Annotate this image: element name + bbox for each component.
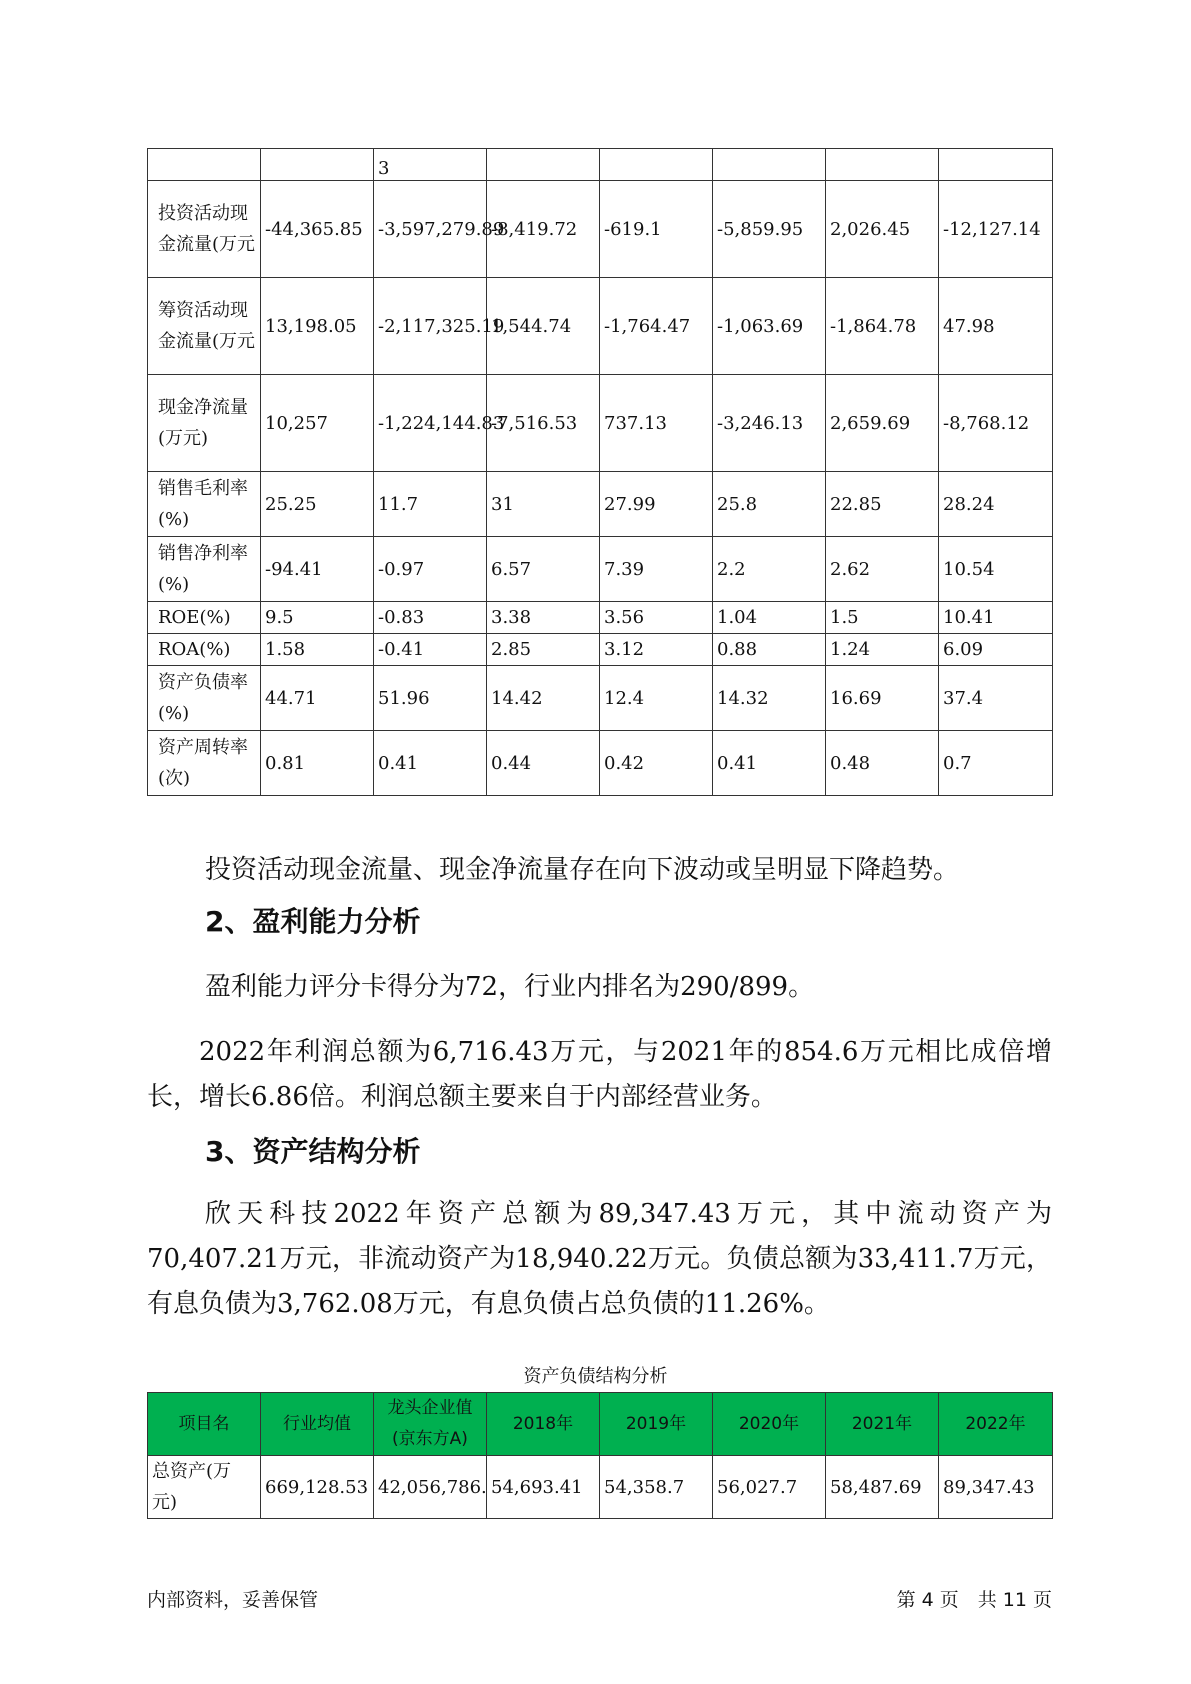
row-label: 销售净利率(%): [148, 537, 261, 602]
column-header: 2022年: [939, 1393, 1053, 1456]
table-cell: 31: [487, 472, 600, 537]
paragraph-total-profit: 2022年利润总额为6,716.43万元，与2021年的854.6万元相比成倍增长，增长6.86倍。利润总额主要来自于内部经营业务。: [147, 1037, 1052, 1112]
table-cell: 10.54: [939, 537, 1053, 602]
table-cell: -0.83: [374, 602, 487, 634]
table-cell: -0.41: [374, 634, 487, 666]
table-cell: 51.96: [374, 666, 487, 731]
footer-page-number: 第 4 页 共 11 页: [896, 1589, 1052, 1611]
table-cell: 0.48: [826, 731, 939, 796]
financial-ratios-table: [147, 148, 1053, 796]
column-header: 2020年: [713, 1393, 826, 1456]
table-cell: 42,056,786.: [374, 1456, 487, 1519]
column-header: 2018年: [487, 1393, 600, 1456]
table-cell: 11.7: [374, 472, 487, 537]
table-row: [148, 634, 1053, 666]
table-cell: 25.8: [713, 472, 826, 537]
column-header: 2019年: [600, 1393, 713, 1456]
table-cell: 669,128.53: [261, 1456, 374, 1519]
table-cell: 0.7: [939, 731, 1053, 796]
table-cell: 14.42: [487, 666, 600, 731]
table-cell: 3: [374, 149, 487, 181]
table-cell: 2,659.69: [826, 375, 939, 472]
table-cell: 16.69: [826, 666, 939, 731]
table-row: [148, 1456, 1053, 1519]
table-cell: 1.58: [261, 634, 374, 666]
table-cell: -0.97: [374, 537, 487, 602]
table-cell: 0.44: [487, 731, 600, 796]
table-cell: 27.99: [600, 472, 713, 537]
table-row: [148, 278, 1053, 375]
table-row: [148, 375, 1053, 472]
row-label: 销售毛利率(%): [148, 472, 261, 537]
table-cell: 0.42: [600, 731, 713, 796]
table-cell: 28.24: [939, 472, 1053, 537]
table-cell: 737.13: [600, 375, 713, 472]
section-heading-profitability: 2、盈利能力分析: [205, 905, 421, 938]
paragraph-profitability-score: 盈利能力评分卡得分为72，行业内排名为290/899。: [205, 972, 815, 1002]
table-cell: -1,764.47: [600, 278, 713, 375]
paragraph-cashflow-trend: 投资活动现金流量、现金净流量存在向下波动或呈明显下降趋势。: [205, 855, 960, 885]
table-cell: -1,224,144.83: [374, 375, 487, 472]
table-cell: -3,597,279.89: [374, 181, 487, 278]
footer-confidential: 内部资料，妥善保管: [147, 1589, 319, 1611]
table-cell: 2.62: [826, 537, 939, 602]
row-label: [148, 149, 261, 181]
table-row: [148, 472, 1053, 537]
table-cell: 2.85: [487, 634, 600, 666]
table-cell: 10.41: [939, 602, 1053, 634]
table-cell: -3,246.13: [713, 375, 826, 472]
table-cell: 7.39: [600, 537, 713, 602]
table-cell: 47.98: [939, 278, 1053, 375]
table-cell: -7,516.53: [487, 375, 600, 472]
table-cell: 9.5: [261, 602, 374, 634]
table-cell: -1,864.78: [826, 278, 939, 375]
table-row: [148, 666, 1053, 731]
table-cell: [487, 149, 600, 181]
table-cell: 44.71: [261, 666, 374, 731]
row-label: ROA(%): [148, 634, 261, 666]
table-cell: [939, 149, 1053, 181]
table-row: [148, 149, 1053, 181]
table-cell: 0.88: [713, 634, 826, 666]
table-cell: 13,198.05: [261, 278, 374, 375]
table-cell: 1,544.74: [487, 278, 600, 375]
table-cell: 1.04: [713, 602, 826, 634]
table-cell: -8,419.72: [487, 181, 600, 278]
row-label: 资产负债率(%): [148, 666, 261, 731]
table-cell: -44,365.85: [261, 181, 374, 278]
column-header: 项目名: [148, 1393, 261, 1456]
table-cell: [261, 149, 374, 181]
table-cell: 22.85: [826, 472, 939, 537]
column-header: 2021年: [826, 1393, 939, 1456]
table-cell: 2.2: [713, 537, 826, 602]
table-cell: [713, 149, 826, 181]
asset-liability-structure-table: [147, 1392, 1053, 1519]
table-cell: 3.56: [600, 602, 713, 634]
table-cell: 2,026.45: [826, 181, 939, 278]
table-cell: 6.09: [939, 634, 1053, 666]
column-header: 行业均值: [261, 1393, 374, 1456]
row-label: 筹资活动现金流量(万元: [148, 278, 261, 375]
table-cell: -8,768.12: [939, 375, 1053, 472]
table-cell: 0.41: [713, 731, 826, 796]
table-cell: 1.24: [826, 634, 939, 666]
row-label: 总资产(万元): [148, 1456, 261, 1519]
table-caption: 资产负债结构分析: [523, 1366, 668, 1387]
table-cell: 3.38: [487, 602, 600, 634]
table-cell: -2,117,325.19: [374, 278, 487, 375]
table-cell: [600, 149, 713, 181]
table-cell: 10,257: [261, 375, 374, 472]
table-cell: 54,693.41: [487, 1456, 600, 1519]
table-row: [148, 181, 1053, 278]
table-cell: 1.5: [826, 602, 939, 634]
table-cell: -94.41: [261, 537, 374, 602]
table-row: [148, 731, 1053, 796]
table-cell: -1,063.69: [713, 278, 826, 375]
table-cell: 56,027.7: [713, 1456, 826, 1519]
table-cell: 12.4: [600, 666, 713, 731]
table-cell: -12,127.14: [939, 181, 1053, 278]
table-row: [148, 602, 1053, 634]
table-cell: -619.1: [600, 181, 713, 278]
row-label: 现金净流量(万元): [148, 375, 261, 472]
table-cell: 25.25: [261, 472, 374, 537]
row-label: 资产周转率(次): [148, 731, 261, 796]
table-cell: [826, 149, 939, 181]
column-header: 龙头企业值(京东方A): [374, 1393, 487, 1456]
row-label: 投资活动现金流量(万元: [148, 181, 261, 278]
table-cell: 0.41: [374, 731, 487, 796]
table-cell: 54,358.7: [600, 1456, 713, 1519]
table-cell: -5,859.95: [713, 181, 826, 278]
table-row: [148, 537, 1053, 602]
table-cell: 14.32: [713, 666, 826, 731]
table-cell: 58,487.69: [826, 1456, 939, 1519]
paragraph-asset-structure: 欣天科技2022年资产总额为89,347.43万元，其中流动资产为70,407.21万元，非流动资产为18,940.22万元。负债总额为33,411.7万元，有息负债为3,762.08万元，有息负债占总负债的11.26%。: [147, 1199, 1052, 1319]
table-cell: 37.4: [939, 666, 1053, 731]
table-cell: 6.57: [487, 537, 600, 602]
table-header-row: [148, 1393, 1053, 1456]
row-label: ROE(%): [148, 602, 261, 634]
table-cell: 3.12: [600, 634, 713, 666]
section-heading-asset-structure: 3、资产结构分析: [205, 1135, 421, 1168]
table-cell: 89,347.43: [939, 1456, 1053, 1519]
table-cell: 0.81: [261, 731, 374, 796]
